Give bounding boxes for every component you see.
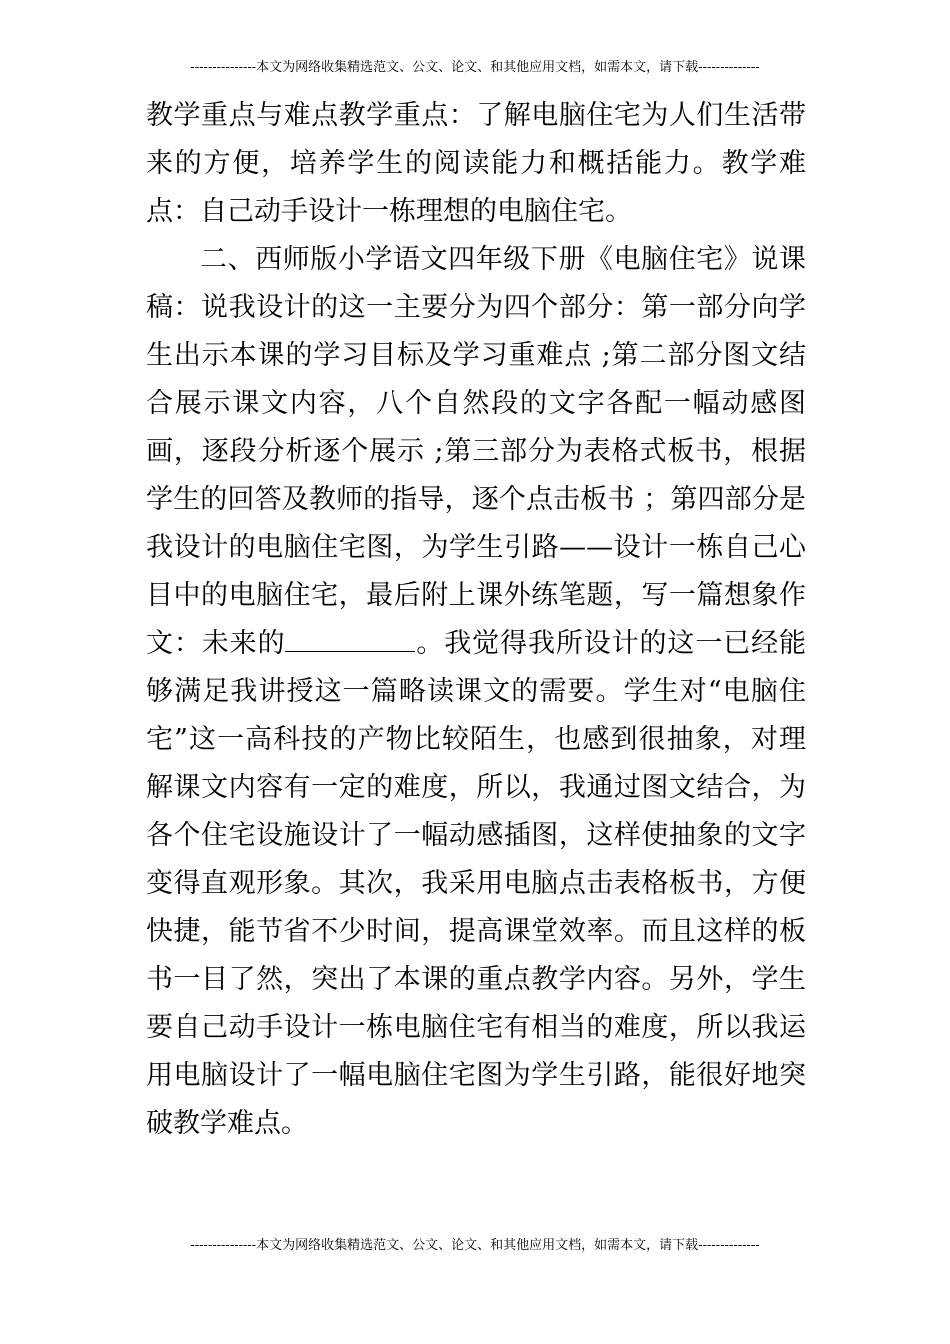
header-banner: ---------------本文为网络收集精选范文、公文、论文、和其他应用文档，如需本文，请下载-------------- [190,60,760,75]
paragraph-text-part2: 。我觉得我所设计的这一已经能够满足我讲授这一篇略读课文的需要。学生对“电脑住宅”这一高科技的产物比较陌生，也感到很抽象，对理解课文内容有一定的难度，所以，我通过图文结合，为各个住宅设施设计了一幅动感插图，这样使抽象的文字变得直观形象。其次，我采用电脑点击表格板书，方便快捷，能节省不少时间，提高课堂效率。而且这样的板书一目了然，突出了本课的重点教学内容。另外，学生要自己动手设计一栋电脑住宅有相当的难度，所以我运用电脑设计了一幅电脑住宅图为学生引路，能很好地突破教学难点。 [146,628,807,1139]
document-body [146,92,806,1148]
paragraph-lesson-plan [146,236,806,1148]
footer-banner: ---------------本文为网络收集精选范文、公文、论文、和其他应用文档，如需本文，请下载-------------- [190,1238,760,1253]
paragraph-teaching-focus: 教学重点与难点教学重点：了解电脑住宅为人们生活带来的方便，培养学生的阅读能力和概括能力。教学难点：自己动手设计一栋理想的电脑住宅。 [146,100,806,227]
paragraph-text-part1: 二、西师版小学语文四年级下册《电脑住宅》说课稿：说我设计的这一主要分为四个部分：第一部分向学生出示本课的学习目标及学习重难点 ;第二部分图文结合展示课文内容，八个自然段的文字各配一幅动感图画，逐段分析逐个展示 ;第三部分为表格式板书，根据学生的回答及教师的指导，逐个点击板书 ；第四部分是我设计的电脑住宅图，为学生引路——设计一栋自己心目中的电脑住宅，最后附上课外练笔题，写一篇想象作文：未来的 [146,244,806,659]
fill-in-blank [285,621,415,652]
